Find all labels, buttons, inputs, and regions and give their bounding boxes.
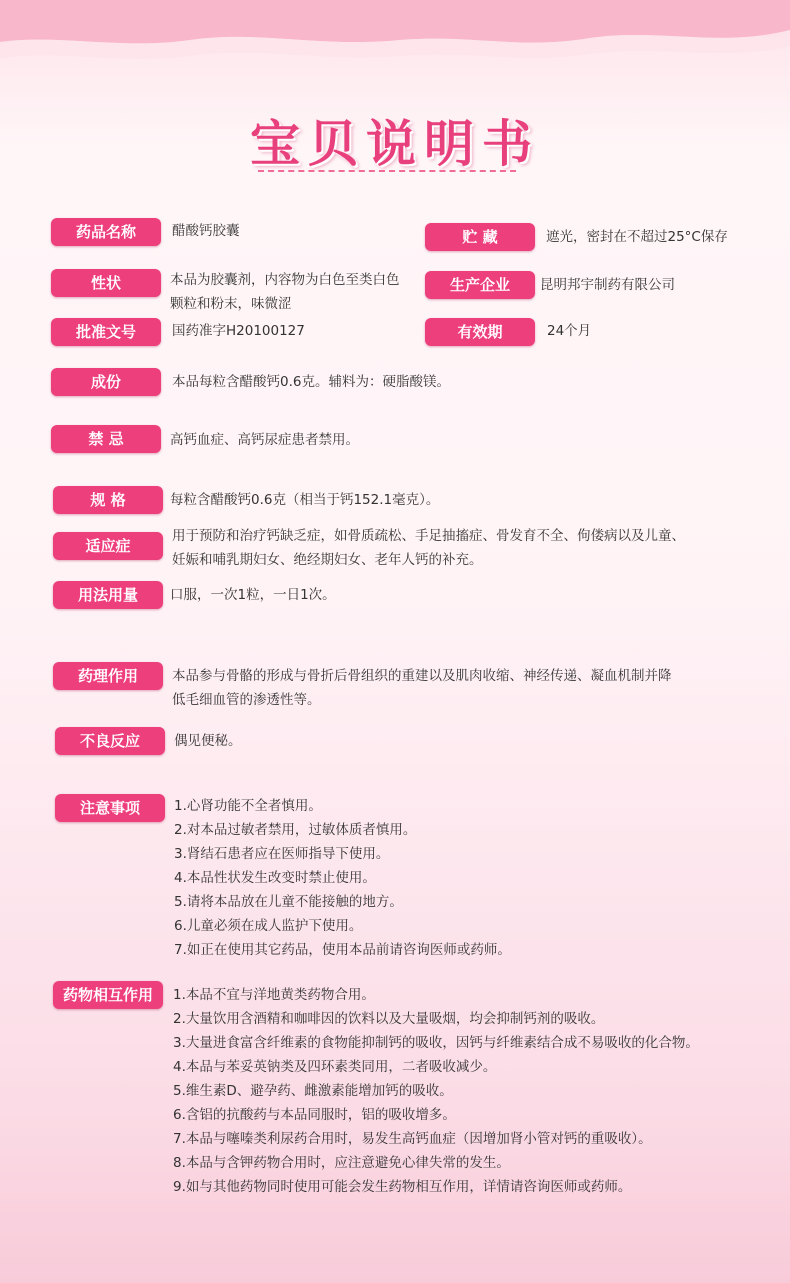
label-precautions: 注意事项 — [55, 794, 165, 822]
value-specification: 每粒含醋酸钙0.6克（相当于钙152.1毫克）。 — [170, 492, 440, 508]
label-approval: 批准文号 — [51, 318, 161, 346]
label-dosage: 用法用量 — [53, 581, 163, 609]
list-item: 3.肾结石患者应在医师指导下使用。 — [174, 846, 390, 862]
value-dosage: 口服，一次1粒，一日1次。 — [170, 587, 336, 603]
list-item: 3.大量进食富含纤维素的食物能抑制钙的吸收，因钙与纤维素结合成不易吸收的化合物。 — [173, 1035, 699, 1051]
value-ingredients: 本品每粒含醋酸钙0.6克。辅料为：硬脂酸镁。 — [172, 374, 450, 390]
label-manufacturer: 生产企业 — [425, 271, 535, 299]
label-adverse: 不良反应 — [55, 727, 165, 755]
value-approval: 国药准字H20100127 — [172, 323, 305, 339]
list-item: 6.含铝的抗酸药与本品同服时，铝的吸收增多。 — [173, 1107, 456, 1123]
precautions-list — [174, 794, 511, 962]
label-storage: 贮 藏 — [425, 223, 535, 251]
list-item: 4.本品性状发生改变时禁止使用。 — [174, 870, 376, 886]
value-storage: 遮光，密封在不超过25°C保存 — [546, 229, 728, 245]
value-contraindications: 高钙血症、高钙尿症患者禁用。 — [170, 432, 359, 448]
value-validity: 24个月 — [547, 323, 592, 339]
list-item: 7.如正在使用其它药品，使用本品前请咨询医师或药师。 — [174, 942, 511, 958]
title-divider — [258, 170, 516, 172]
label-drug-name: 药品名称 — [51, 218, 161, 246]
value-manufacturer: 昆明邦宇制药有限公司 — [540, 277, 675, 293]
list-item: 5.维生素D、避孕药、雌激素能增加钙的吸收。 — [173, 1083, 453, 1099]
interactions-list — [173, 983, 699, 1199]
list-item: 4.本品与苯妥英钠类及四环素类同用，二者吸收减少。 — [173, 1059, 497, 1075]
header-wave — [0, 0, 790, 80]
label-validity: 有效期 — [425, 318, 535, 346]
list-item: 1.心肾功能不全者慎用。 — [174, 798, 322, 814]
value-pharmacology-line1: 本品参与骨骼的形成与骨折后骨组织的重建以及肌肉收缩、神经传递、凝血机制并降 — [172, 668, 672, 684]
label-interactions: 药物相互作用 — [53, 981, 163, 1009]
list-item: 5.请将本品放在儿童不能接触的地方。 — [174, 894, 403, 910]
list-item: 6.儿童必须在成人监护下使用。 — [174, 918, 363, 934]
page-title: 宝贝说明书 — [250, 115, 540, 173]
label-indications: 适应症 — [53, 532, 163, 560]
list-item: 9.如与其他药物同时使用可能会发生药物相互作用，详情请咨询医师或药师。 — [173, 1179, 632, 1195]
value-pharmacology-line2: 低毛细血管的渗透性等。 — [172, 692, 321, 708]
label-ingredients: 成份 — [51, 368, 161, 396]
label-contraindications: 禁 忌 — [51, 425, 161, 453]
list-item: 2.大量饮用含酒精和咖啡因的饮料以及大量吸烟，均会抑制钙剂的吸收。 — [173, 1011, 605, 1027]
value-indications-line2: 妊娠和哺乳期妇女、绝经期妇女、老年人钙的补充。 — [172, 552, 483, 568]
label-character: 性状 — [51, 269, 161, 297]
label-pharmacology: 药理作用 — [53, 662, 163, 690]
value-adverse: 偶见便秘。 — [174, 733, 242, 749]
label-specification: 规 格 — [53, 486, 163, 514]
list-item: 8.本品与含钾药物合用时，应注意避免心律失常的发生。 — [173, 1155, 510, 1171]
value-character-line2: 颗粒和粉末，味微涩 — [170, 296, 292, 312]
value-indications-line1: 用于预防和治疗钙缺乏症，如骨质疏松、手足抽搐症、骨发育不全、佝偻病以及儿童、 — [172, 528, 685, 544]
list-item: 7.本品与噻嗪类利尿药合用时，易发生高钙血症（因增加肾小管对钙的重吸收）。 — [173, 1131, 652, 1147]
list-item: 2.对本品过敏者禁用，过敏体质者慎用。 — [174, 822, 417, 838]
value-character-line1: 本品为胶囊剂，内容物为白色至类白色 — [170, 272, 400, 288]
list-item: 1.本品不宜与洋地黄类药物合用。 — [173, 987, 375, 1003]
value-drug-name: 醋酸钙胶囊 — [172, 223, 240, 239]
